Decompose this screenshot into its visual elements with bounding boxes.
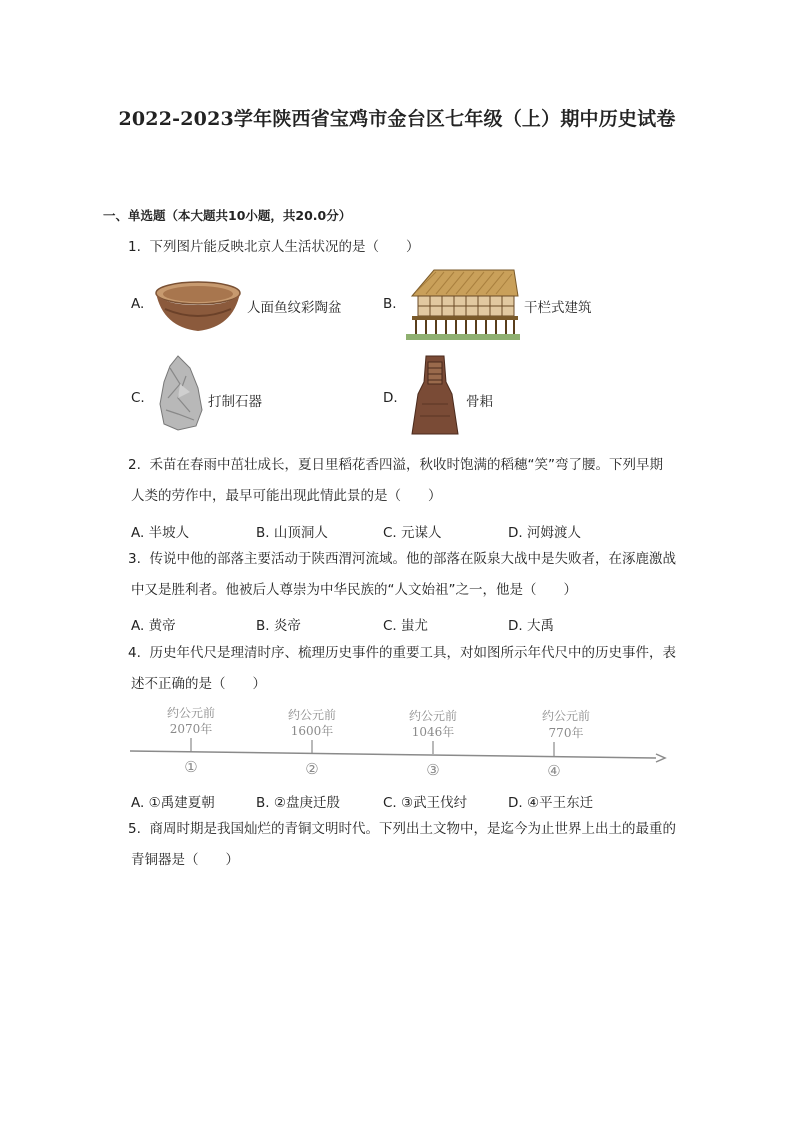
question-text: 商周时期是我国灿烂的青铜文明时代。下列出土文物中，是迄今为止世界上出土的最重的 xyxy=(149,821,676,837)
question-4 xyxy=(128,638,676,700)
timeline-tick-2 xyxy=(288,708,336,778)
question-number: 5. xyxy=(128,821,141,837)
bone-spade-image xyxy=(408,354,462,438)
timeline-year: 1046年 xyxy=(411,725,455,739)
question-text-cont: 述不正确的是（ ） xyxy=(131,676,266,692)
timeline-tick-3 xyxy=(409,709,457,779)
timeline-marker: ② xyxy=(305,760,319,778)
question-number: 2. xyxy=(128,457,141,473)
arrow-head-icon xyxy=(656,754,665,762)
stilt-house-image xyxy=(406,266,520,340)
option-text: 骨耜 xyxy=(466,394,493,410)
question-5 xyxy=(128,814,676,876)
option-d: D. 大禹 xyxy=(508,618,554,634)
timeline-label: 约公元前 xyxy=(166,706,216,720)
option-a: A. ①禹建夏朝 xyxy=(131,795,215,811)
timeline-marker: ④ xyxy=(547,762,561,780)
question-2 xyxy=(128,450,663,512)
timeline-year: 2070年 xyxy=(169,722,213,736)
question-number: 3. xyxy=(128,551,141,567)
option-letter: B. xyxy=(383,296,397,312)
pottery-basin-image xyxy=(153,279,243,335)
option-c: C. ③武王伐纣 xyxy=(383,795,468,811)
option-b: B. 山顶洞人 xyxy=(256,525,328,541)
timeline-tick-4 xyxy=(542,709,590,780)
question-1 xyxy=(128,232,419,263)
timeline-tick-1 xyxy=(167,706,215,776)
question-number: 1. xyxy=(128,239,141,255)
option-d: D. ④平王东迁 xyxy=(508,795,594,811)
option-letter: C. xyxy=(131,390,145,406)
option-text: 人面鱼纹彩陶盆 xyxy=(247,300,342,316)
question-text: 历史年代尺是理清时序、梳理历史事件的重要工具，对如图所示年代尺中的历史事件，表 xyxy=(149,645,676,661)
page-title: 2022-2023学年陕西省宝鸡市金台区七年级（上）期中历史试卷 xyxy=(118,108,676,130)
timeline-year: 770年 xyxy=(548,726,584,740)
question-number: 4. xyxy=(128,645,141,661)
question-text-cont: 青铜器是（ ） xyxy=(131,852,239,868)
option-letter: A. xyxy=(131,296,145,312)
option-a: A. 黄帝 xyxy=(131,618,176,634)
question-text: 传说中他的部落主要活动于陕西渭河流域。他的部落在阪泉大战中是失败者，在涿鹿激战 xyxy=(149,551,676,567)
option-b: B. ②盘庚迁殷 xyxy=(256,795,340,811)
option-text: 打制石器 xyxy=(208,394,262,410)
option-a: A. 半坡人 xyxy=(131,525,190,541)
option-c: C. 蚩尤 xyxy=(383,618,429,634)
section-heading: 一、单选题（本大题共10小题，共20.0分） xyxy=(103,208,352,223)
timeline-label: 约公元前 xyxy=(541,709,591,723)
chipped-stone-tool-image xyxy=(156,354,204,432)
option-c: C. 元谋人 xyxy=(383,525,442,541)
timeline-axis xyxy=(130,751,656,758)
option-b: B. 炎帝 xyxy=(256,618,301,634)
question-text: 下列图片能反映北京人生活状况的是（ ） xyxy=(149,239,420,255)
question-text: 禾苗在春雨中茁壮成长，夏日里稻花香四溢，秋收时饱满的稻穗“笑”弯了腰。下列早期 xyxy=(149,457,663,473)
option-text: 干栏式建筑 xyxy=(524,300,592,316)
timeline-marker: ③ xyxy=(426,761,440,779)
timeline-year: 1600年 xyxy=(290,724,334,738)
question-text-cont: 人类的劳作中，最早可能出现此情此景的是（ ） xyxy=(131,488,442,504)
timeline-marker: ① xyxy=(184,758,198,776)
question-text-cont: 中又是胜利者。他被后人尊崇为中华民族的“人文始祖”之一，他是（ ） xyxy=(131,582,577,598)
option-letter: D. xyxy=(383,390,398,406)
timeline-label: 约公元前 xyxy=(408,709,458,723)
timeline-figure xyxy=(128,700,668,780)
question-3 xyxy=(128,544,676,606)
option-d: D. 河姆渡人 xyxy=(508,525,581,541)
timeline-label: 约公元前 xyxy=(287,708,337,722)
